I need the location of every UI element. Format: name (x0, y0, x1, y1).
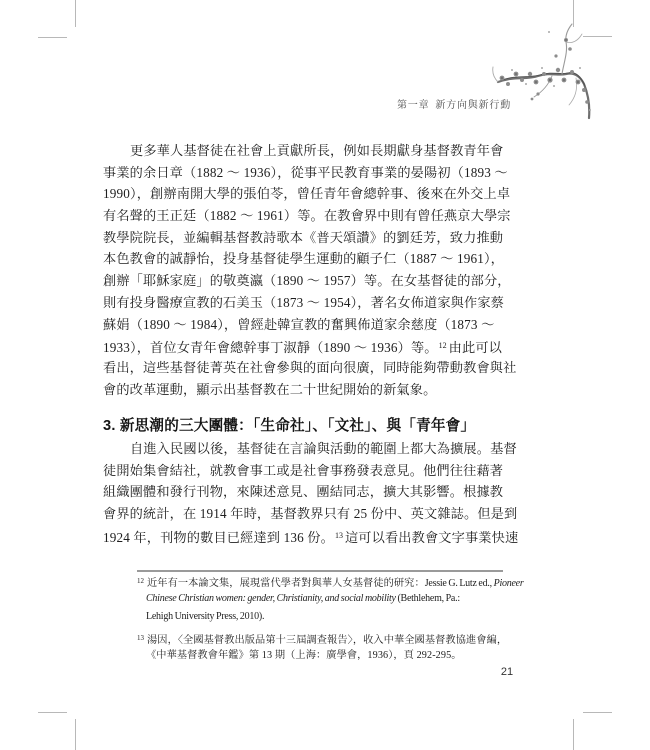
crop-mark-bottom-left-horizontal (38, 712, 67, 713)
footnote-line: 《中華基督教會年鑑》第 13 期（上海：廣學會，1936），頁 292-295。 (146, 650, 462, 661)
text-line: 則有投身醫療宣教的石美玉（1873 ～ 1954），著名女佈道家與作家蔡 (103, 294, 505, 310)
page-number: 21 (500, 666, 514, 678)
footnote-line: $^{13}$ 湯因，〈全國基督教出版品第十三屆調查報告〉，收入中華全國基督教協進會編， (137, 634, 508, 646)
text-line: 徒開始集會結社，就教會事工或是社會事務發表意見。他們往往藉著 (103, 462, 504, 478)
text-line: 看出，這些基督徒菁英在社會參與的面向很廣，同時能夠帶動教會與社 (103, 359, 517, 375)
crop-mark-bottom-right-vertical (573, 719, 574, 750)
text-line: 1924 年，刊物的數目已經達到 136 份。$^{13}$ 這可以看出教會文字事業快速 (103, 529, 519, 545)
text-line: 自進入民國以後，基督徒在言論與活動的範圍上都大為擴展。基督 (130, 441, 517, 456)
text-line: 事業的余日章（1882 ～ 1936），從事平民教育事業的晏陽初（1893 ～ (103, 164, 508, 180)
text-line: 更多華人基督徒在社會上貢獻所長，例如長期獻身基督教青年會 (130, 143, 504, 158)
footnote-marker: 12 (137, 577, 144, 585)
crop-mark-bottom-right-horizontal (583, 712, 612, 713)
crop-mark-bottom-left-vertical (75, 719, 76, 750)
footnotes-section (137, 572, 524, 665)
text-line: 1990），創辦南開大學的張伯苓，曾任青年會總幹事、後來在外交上卓 (103, 186, 511, 202)
text-line: 本色教會的誠靜怡，投身基督徒學生運動的顧子仁（1887 ～ 1961）， (103, 251, 505, 267)
footnote-12 (137, 572, 524, 626)
crop-mark-top-left-horizontal (38, 37, 67, 38)
footnote-line: $^{12}$ 近年有一本論文集，展現當代學者對與華人女基督徒的研究：Jessie G. Lutz ed., Pioneer (137, 577, 524, 589)
crop-mark-top-left-vertical (75, 0, 76, 27)
paragraph-2 (103, 438, 523, 546)
footnote-marker: 13 (137, 634, 144, 642)
footnote-ref-12: 12 (438, 341, 447, 351)
footnote-line: Lehigh University Press, 2010). (146, 611, 265, 622)
footnote-line: Chinese Christian women: gender, Christianity, and social mobility (Bethlehem, Pa.: (146, 593, 460, 604)
paragraph-1 (103, 140, 523, 400)
section-heading: 3. 新思潮的三大團體：「生命社」、「文社」、與「青年會」 (103, 418, 476, 434)
running-header (103, 96, 511, 111)
footnote-13 (137, 629, 519, 665)
text-line: 會界的統計，在 1914 年時，基督教界只有 25 份中、英文雜誌。但是到 (103, 506, 518, 522)
chapter-number: 第一章 (396, 100, 430, 111)
text-line: 組織團體和發行刊物，來陳述意見、團結同志，擴大其影響。根據教 (103, 484, 504, 500)
text-line: 有名聲的王正廷（1882 ～ 1961）等。在教會界中則有曾任燕京大學宗 (103, 208, 511, 224)
text-line: 創辦「耶穌家庭」的敬奠瀛（1890 ～ 1957）等。在女基督徒的部分， (103, 273, 511, 289)
text-line: 教學院院長，並編輯基督教詩歌本《普天頌讚》的劉廷芳，致力推動 (103, 229, 504, 245)
text-line: 蘇娟（1890 ～ 1984），曾經赴韓宣教的奮興佈道家余慈度（1873 ～ (103, 316, 495, 332)
chapter-title: 新方向與新行動 (435, 100, 511, 111)
text-line: 會的改革運動，顯示出基督教在二十世紀開始的新氣象。 (103, 381, 437, 397)
plum-blossom-illustration (492, 18, 614, 128)
text-line: 1933），首位女青年會總幹事丁淑靜（1890 ～ 1936）等。$^{12}$ 由此可以 (103, 340, 502, 356)
footnote-ref-13: 13 (334, 530, 343, 540)
